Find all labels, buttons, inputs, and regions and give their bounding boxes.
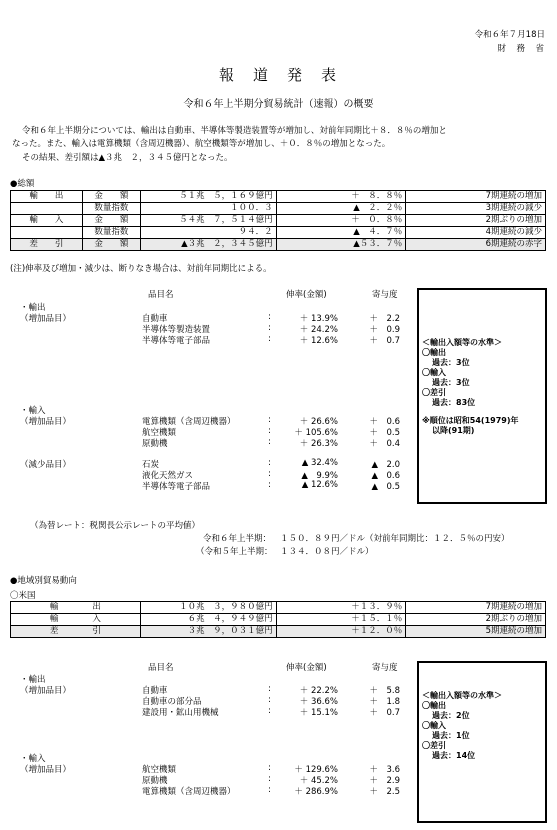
export-label: ・輸出 <box>20 675 46 685</box>
row-note: 2期ぶりの増加 <box>406 215 546 227</box>
item-name: 自動車 <box>142 314 168 324</box>
us-table <box>10 601 546 638</box>
col-header-rate: 伸率(金額) <box>286 290 327 300</box>
table-row <box>11 203 546 215</box>
item-row <box>0 706 410 717</box>
item-row <box>0 469 410 480</box>
col-header-contrib: 寄与度 <box>372 663 398 673</box>
box-title: ＜輸出入額等の水準＞ <box>422 691 502 700</box>
level-box-1-content <box>422 338 519 436</box>
item-rate: ▲ 32.4% <box>301 458 338 468</box>
row-value: １００．３ <box>140 203 276 215</box>
item-row <box>0 415 410 426</box>
row-item: 数量指数 <box>82 203 140 215</box>
box-note: ※順位は昭和54(1979)年 <box>422 416 519 425</box>
box-line: 〇輸出 <box>422 348 446 357</box>
item-contrib: ＋ 2.9 <box>369 776 400 786</box>
item-colon: : <box>268 469 271 479</box>
row-category <box>11 227 83 239</box>
rate-prev-label: （令和５年上半期： <box>196 547 273 557</box>
row-item: 金 額 <box>82 239 140 251</box>
rate-value: ２．２％ <box>368 203 403 213</box>
col-header-item: 品目名 <box>148 663 174 673</box>
item-contrib: ＋ 2.2 <box>369 314 400 324</box>
box-line: 過去：83位 <box>432 398 476 407</box>
row-value: １０兆 ３，９８０億円 <box>140 602 276 614</box>
import-label: ・輸入 <box>20 406 46 416</box>
level-box-2 <box>417 661 547 823</box>
item-contrib: ＋ 0.9 <box>369 325 400 335</box>
export-inc-label: （増加品目） <box>20 686 72 696</box>
row-category: 差 引 <box>11 626 141 638</box>
item-row <box>0 426 410 437</box>
box-line: 〇輸出 <box>422 701 446 710</box>
item-name: 液化天然ガス <box>142 471 194 481</box>
row-note: 2期ぶりの増加 <box>406 614 546 626</box>
row-rate: ＋１５．１％ <box>276 614 406 626</box>
box-line: 〇差引 <box>422 388 446 397</box>
item-rate: ＋ 36.6% <box>299 697 338 707</box>
item-colon: : <box>268 426 271 436</box>
item-colon: : <box>268 480 271 490</box>
col-header-item: 品目名 <box>148 290 174 300</box>
item-name: 自動車 <box>142 686 168 696</box>
box-line: 過去：14位 <box>432 751 476 760</box>
page-subtitle: 令和６年上半期分貿易統計（速報）の概要 <box>183 99 374 110</box>
item-colon: : <box>268 695 271 705</box>
item-rate: ▲ 12.6% <box>301 480 338 490</box>
item-contrib: ▲ 0.5 <box>371 482 400 492</box>
item-rate: ＋ 129.6% <box>294 765 338 775</box>
row-rate: ＋１３．９％ <box>276 602 406 614</box>
page-title: 報 道 発 表 <box>218 66 338 84</box>
item-name: 航空機類 <box>142 428 177 438</box>
row-rate <box>276 239 406 251</box>
item-name: 航空機類 <box>142 765 177 775</box>
item-row <box>0 785 410 796</box>
import-label: ・輸入 <box>20 754 46 764</box>
item-row <box>0 334 410 345</box>
table-row <box>11 239 546 251</box>
release-date: 令和６年７月18日 <box>474 30 545 40</box>
row-rate <box>276 215 406 227</box>
item-rate: ▲ 9.9% <box>301 471 338 481</box>
intro-line-2: なった。また、輸入は電算機類（含周辺機器）、航空機類等が増加し、＋０．８％の増加となった。 <box>12 139 391 149</box>
row-note: 5期連続の増加 <box>406 626 546 638</box>
table-row <box>11 191 546 203</box>
box-line: 〇差引 <box>422 741 446 750</box>
item-name: 電算機類（含周辺機器） <box>142 787 236 797</box>
item-contrib: ▲ 0.6 <box>371 471 400 481</box>
rate-label: （為替レート：税関長公示レートの平均値） <box>30 521 201 531</box>
summary-heading: ●総額 <box>10 179 35 189</box>
item-rate: ＋ 22.2% <box>299 686 338 696</box>
ministry-name: 財 務 省 <box>497 44 545 54</box>
item-name: 原動機 <box>142 776 168 786</box>
item-name: 半導体等製造装置 <box>142 325 211 335</box>
summary-footnote: (注)伸率及び増加・減少は、断りなき場合は、対前年同期比による。 <box>10 264 272 274</box>
item-colon: : <box>268 763 271 773</box>
item-colon: : <box>268 774 271 784</box>
row-value: ５４兆 ７，５１４億円 <box>140 215 276 227</box>
rate-sign: ▲ <box>353 239 360 249</box>
item-contrib: ＋ 1.8 <box>369 697 400 707</box>
box-line: 過去：2位 <box>432 711 470 720</box>
rate-current-label: 令和６年上半期： <box>203 534 272 544</box>
item-name: 原動機 <box>142 439 168 449</box>
row-note: 6期連続の赤字 <box>406 239 546 251</box>
item-row <box>0 312 410 323</box>
rate-value: ０．８％ <box>368 215 403 225</box>
item-name: 電算機類（含周辺機器） <box>142 417 236 427</box>
item-name: 半導体等電子部品 <box>142 336 211 346</box>
row-value: ５１兆 ５，１６９億円 <box>140 191 276 203</box>
item-row <box>0 323 410 334</box>
box-line: 過去：1位 <box>432 731 470 740</box>
row-value: ３兆 ９，０３１億円 <box>140 626 276 638</box>
row-value: ６兆 ４，９４９億円 <box>140 614 276 626</box>
rate-value: ４．７％ <box>368 227 403 237</box>
item-rate: ＋ 26.3% <box>299 439 338 449</box>
item-colon: : <box>268 785 271 795</box>
item-colon: : <box>268 323 271 333</box>
import-inc-label: （増加品目） <box>20 765 72 775</box>
summary-table <box>10 190 546 251</box>
export-inc-label: （増加品目） <box>20 314 72 324</box>
item-name: 石炭 <box>142 460 160 470</box>
table-row <box>11 227 546 239</box>
item-rate: ＋ 12.6% <box>299 336 338 346</box>
item-name: 半導体等電子部品 <box>142 482 211 492</box>
rate-value: ８．８％ <box>368 191 403 201</box>
row-item: 金 額 <box>82 215 140 227</box>
row-rate <box>276 203 406 215</box>
item-contrib: ＋ 0.6 <box>369 417 400 427</box>
row-category: 輸 出 <box>11 602 141 614</box>
box-spacer <box>422 408 519 416</box>
box-line: 過去：3位 <box>432 378 470 387</box>
row-rate <box>276 227 406 239</box>
col-header-rate: 伸率(金額) <box>286 663 327 673</box>
table-row <box>11 215 546 227</box>
rate-prev-value: １３４．０８円／ドル） <box>280 547 374 557</box>
item-contrib: ▲ 2.0 <box>371 460 400 470</box>
row-category: 輸 入 <box>11 614 141 626</box>
import-dec-label: （減少品目） <box>20 460 72 470</box>
rate-value: ５３．７％ <box>359 239 403 249</box>
item-colon: : <box>268 706 271 716</box>
us-label: 〇米国 <box>10 591 36 601</box>
box-line: 過去：3位 <box>432 358 470 367</box>
item-contrib: ＋ 0.5 <box>369 428 400 438</box>
intro-line-3: その結果、差引額は▲３兆 ２，３４５億円となった。 <box>22 153 233 163</box>
rate-sign: ▲ <box>353 203 360 213</box>
item-row <box>0 695 410 706</box>
row-value: ９４．２ <box>140 227 276 239</box>
row-note: 7期連続の増加 <box>406 602 546 614</box>
item-rate: ＋ 286.9% <box>294 787 338 797</box>
item-rate: ＋ 15.1% <box>299 708 338 718</box>
rate-current-value: １５０．８９円／ドル（対前年同期比：１２．５％の円安） <box>280 534 510 544</box>
item-row <box>0 684 410 695</box>
item-rate: ＋ 24.2% <box>299 325 338 335</box>
table-row <box>11 602 546 614</box>
row-category <box>11 203 83 215</box>
row-note: 7期連続の増加 <box>406 191 546 203</box>
item-row <box>0 774 410 785</box>
level-box-2-content <box>422 691 502 761</box>
item-contrib: ＋ 0.4 <box>369 439 400 449</box>
item-rate: ＋ 45.2% <box>299 776 338 786</box>
row-rate <box>276 191 406 203</box>
item-colon: : <box>268 437 271 447</box>
item-contrib: ＋ 5.8 <box>369 686 400 696</box>
table-row <box>11 626 546 638</box>
row-note: 4期連続の減少 <box>406 227 546 239</box>
item-colon: : <box>268 458 271 468</box>
box-note: 以降(91期) <box>432 426 475 435</box>
item-contrib: ＋ 2.5 <box>369 787 400 797</box>
box-title: ＜輸出入額等の水準＞ <box>422 338 502 347</box>
row-item: 数量指数 <box>82 227 140 239</box>
item-rate: ＋ 13.9% <box>299 314 338 324</box>
item-colon: : <box>268 684 271 694</box>
rate-sign: ＋ <box>351 215 360 225</box>
box-line: 〇輸入 <box>422 721 446 730</box>
import-inc-label: （増加品目） <box>20 417 72 427</box>
intro-line-1: 令和６年上半期分については、輸出は自動車、半導体等製造装置等が増加し、対前年同期比＋８．８％の増加と <box>22 126 447 136</box>
rate-sign: ▲ <box>353 227 360 237</box>
item-colon: : <box>268 312 271 322</box>
row-category: 輸 出 <box>11 191 83 203</box>
item-row <box>0 763 410 774</box>
item-contrib: ＋ 0.7 <box>369 708 400 718</box>
item-colon: : <box>268 334 271 344</box>
row-category: 差 引 <box>11 239 83 251</box>
row-category: 輸 入 <box>11 215 83 227</box>
box-line: 〇輸入 <box>422 368 446 377</box>
row-value: ▲３兆 ２，３４５億円 <box>140 239 276 251</box>
regional-heading: ●地域別貿易動向 <box>10 576 77 586</box>
item-contrib: ＋ 0.7 <box>369 336 400 346</box>
item-name: 自動車の部分品 <box>142 697 202 707</box>
item-row <box>0 437 410 448</box>
table-row <box>11 614 546 626</box>
item-row <box>0 480 410 491</box>
rate-sign: ＋ <box>351 191 360 201</box>
item-rate: ＋ 26.6% <box>299 417 338 427</box>
row-item: 金 額 <box>82 191 140 203</box>
item-rate: ＋ 105.6% <box>294 428 338 438</box>
row-note: 3期連続の減少 <box>406 203 546 215</box>
level-box-1 <box>417 288 547 504</box>
item-contrib: ＋ 3.6 <box>369 765 400 775</box>
col-header-contrib: 寄与度 <box>372 290 398 300</box>
row-rate: ＋１２．０％ <box>276 626 406 638</box>
item-colon: : <box>268 415 271 425</box>
item-row <box>0 458 410 469</box>
export-label: ・輸出 <box>20 303 46 313</box>
item-name: 建設用・鉱山用機械 <box>142 708 219 718</box>
